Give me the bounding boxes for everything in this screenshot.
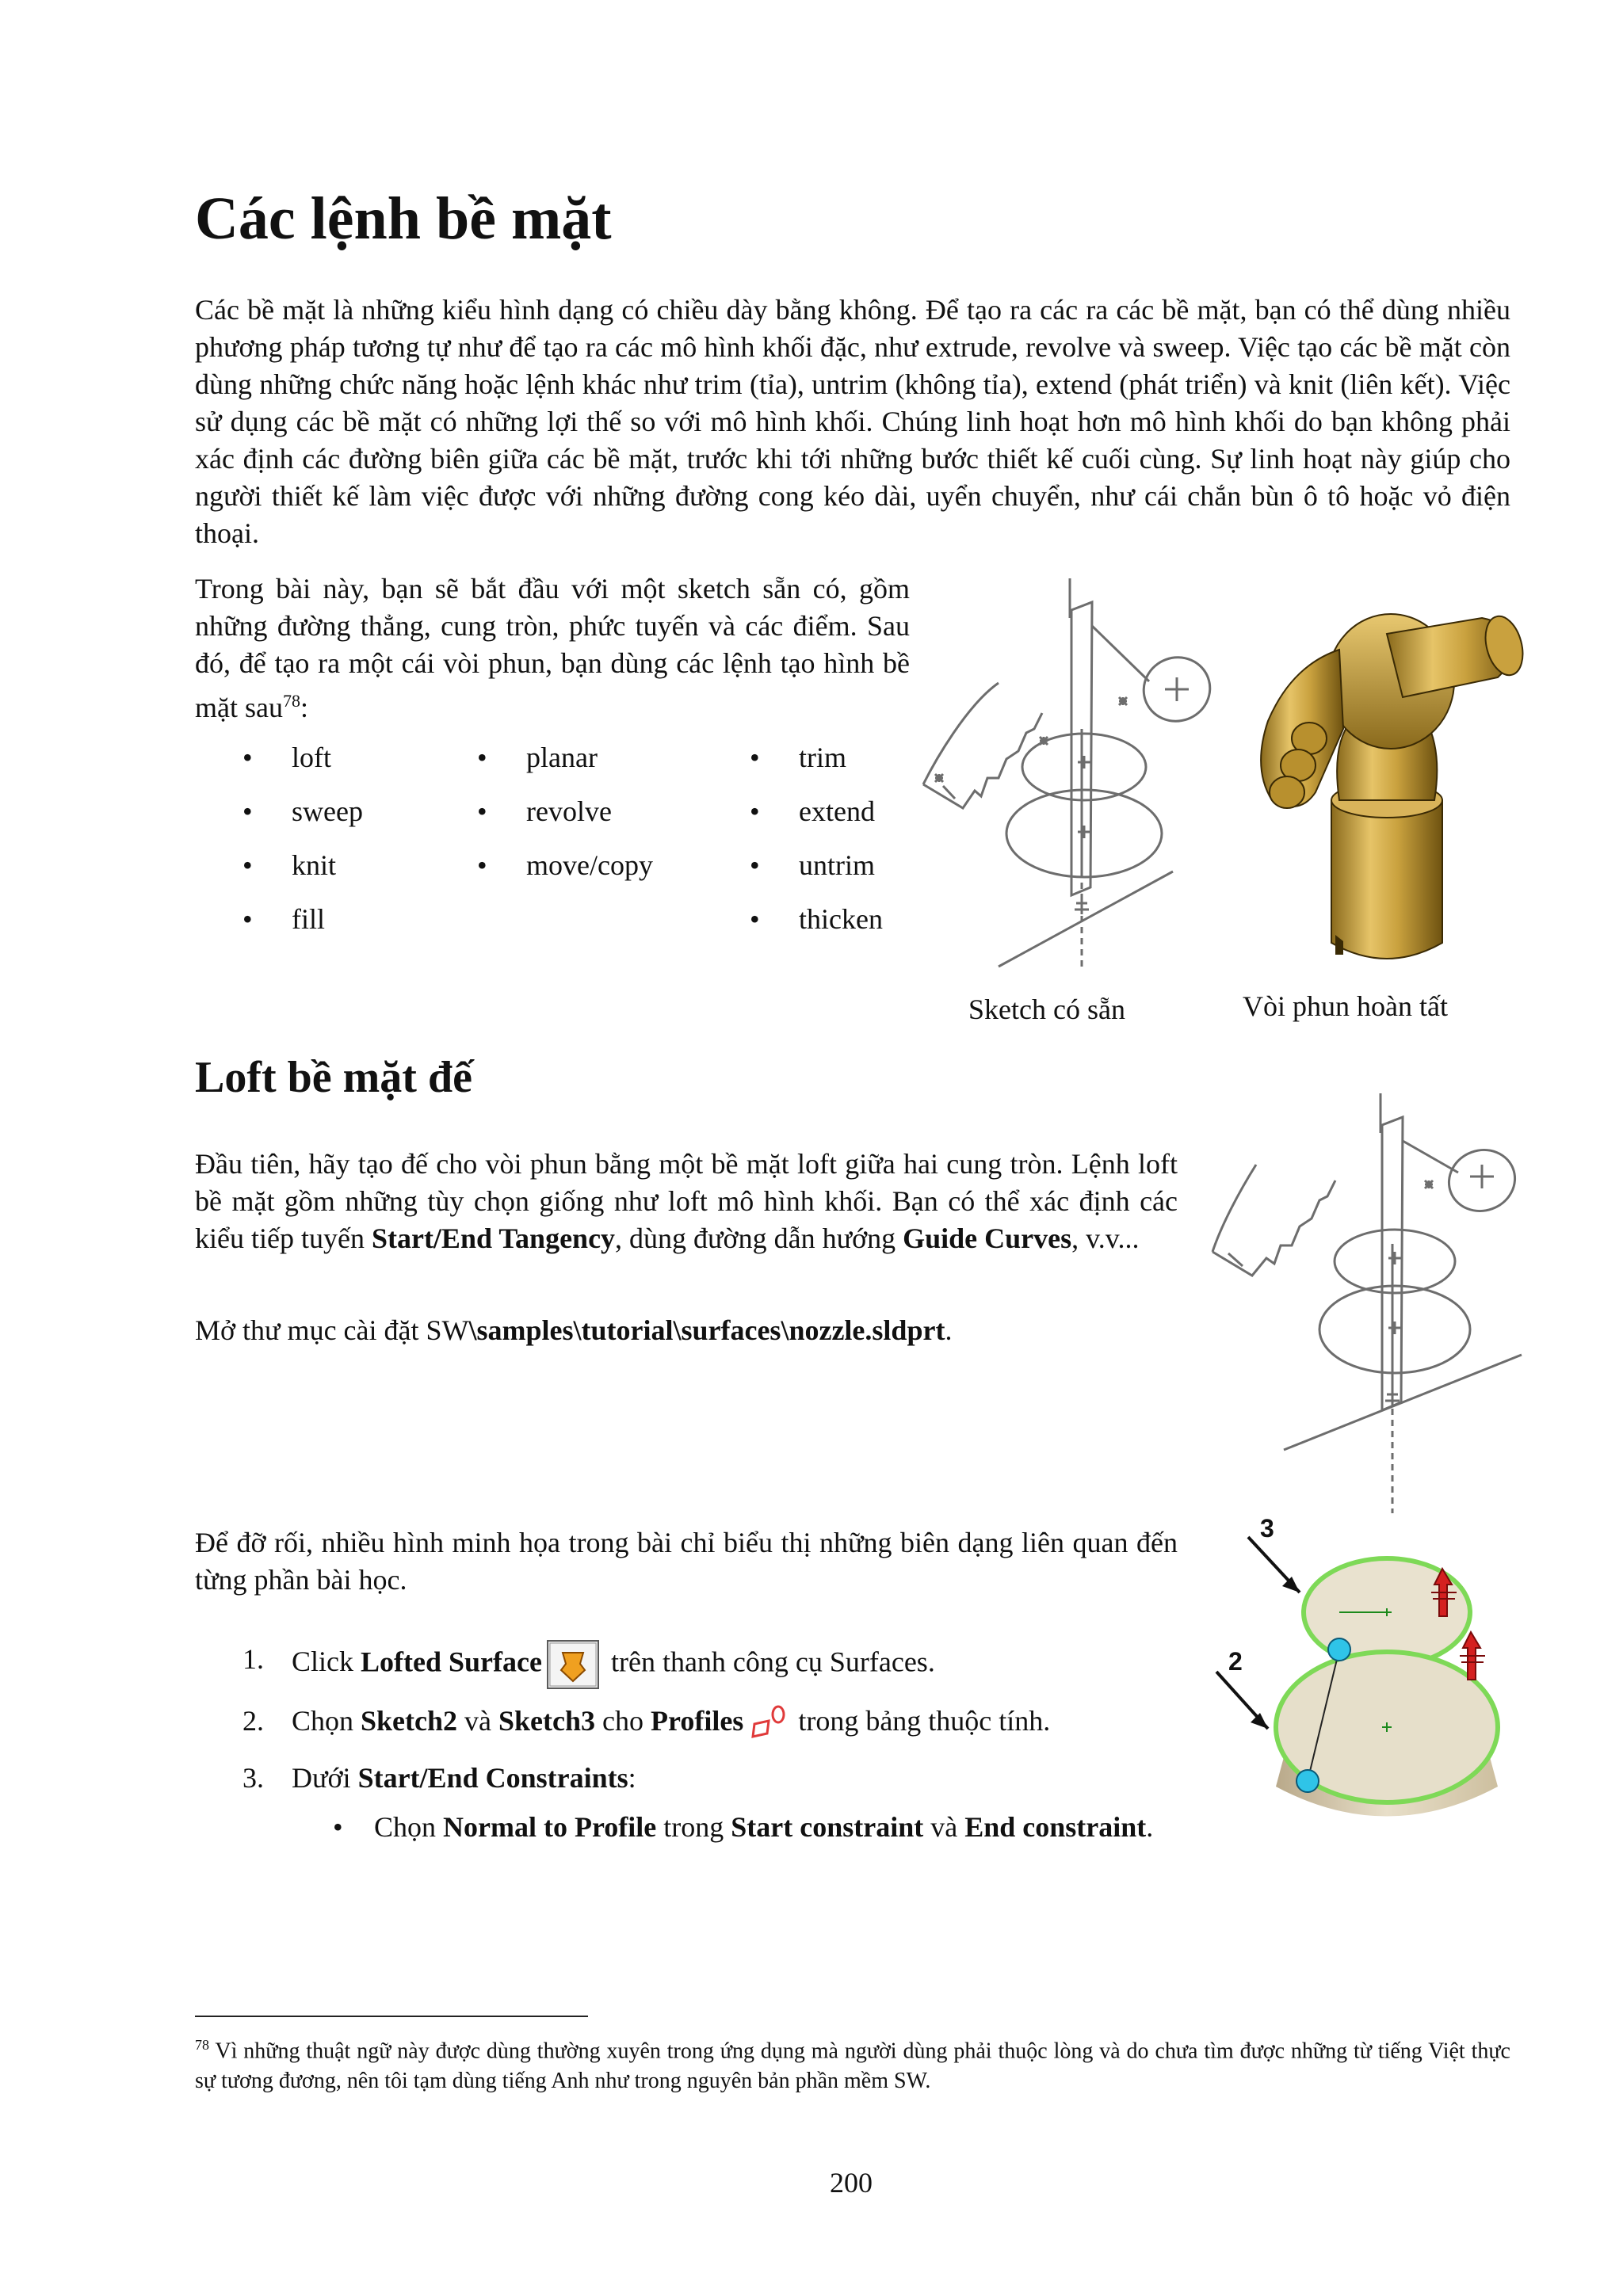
list-item: • move/copy	[477, 849, 653, 881]
list-item: • knit	[242, 849, 337, 881]
section-heading: Loft bề mặt đế	[195, 1053, 472, 1102]
lesson-tail: :	[300, 692, 308, 723]
bullet-icon: •	[750, 742, 760, 773]
lofted-surface-icon[interactable]	[547, 1640, 599, 1689]
bullet-icon: •	[477, 742, 487, 773]
footnote-ref: 78	[282, 691, 300, 711]
bullet-icon: •	[333, 1811, 343, 1843]
guide-curves-term: Guide Curves	[903, 1222, 1072, 1254]
sketch-figure	[888, 570, 1205, 982]
list-item: 1. Click Lofted Surface trên thanh công cụ Surfaces.	[242, 1640, 1193, 1689]
footnote-divider	[195, 2016, 588, 2017]
page-title: Các lệnh bề mặt	[195, 185, 612, 252]
bullet-icon: •	[750, 903, 760, 935]
sketch-caption: Sketch có sẵn	[968, 994, 1125, 1025]
bullet-icon: •	[477, 795, 487, 827]
lesson-text: Trong bài này, bạn sẽ bắt đầu với một sketch sẵn có, gồm những đường thẳng, cung tròn, phức tuyến và các điểm. Sau đó, để tạo ra một cái vòi phun, bạn dùng các lệnh tạo hình bề mặt sau	[195, 573, 910, 723]
list-item: • sweep	[242, 795, 363, 827]
file-path: \samples\tutorial\surfaces\nozzle.sldprt	[468, 1314, 945, 1346]
file-path-paragraph: Mở thư mục cài đặt SW\samples\tutorial\surfaces\nozzle.sldprt.	[195, 1314, 953, 1346]
nozzle-figure	[1205, 563, 1537, 982]
nozzle-caption: Vòi phun hoàn tất	[1243, 990, 1448, 1022]
intro-paragraph: Các bề mặt là những kiểu hình dạng có chiều dày bằng không. Để tạo ra các ra các bề mặt, bạn có thể dùng nhiều phương pháp tương tự như để tạo ra các mô hình khối đặc, như extrude, revolve và sweep. Việc tạo các bề mặt còn dùng những chức năng hoặc lệnh khác như trim (tỉa), untrim (không tỉa), extend (phát triển) và knit (liên kết). Việc sử dụng các bề mặt có những lợi thế so với mô hình khối. Chúng linh hoạt hơn mô hình khối do bạn không phải xác định các đường biên giữa các bề mặt, trước khi tới những bước thiết kế cuối cùng. Sự linh hoạt này giúp cho người thiết kế làm việc được với những đường cong kéo dài, uyển chuyển, như cái chắn bùn ô tô hoặc vỏ điện thoại.	[195, 294, 1510, 549]
bullet-icon: •	[750, 795, 760, 827]
substep-item: • Chọn Normal to Profile trong Start constraint và End constraint.	[333, 1808, 1178, 1846]
page-number: 200	[830, 2167, 873, 2199]
note-paragraph: Để đỡ rối, nhiều hình minh họa trong bài chỉ biểu thị những biên dạng liên quan đến từng phần bài học.	[195, 1527, 1178, 1596]
list-item: 3. Dưới Start/End Constraints:	[242, 1762, 636, 1794]
list-item: 2. Chọn Sketch2 và Sketch3 cho Profiles trong bảng thuộc tính.	[242, 1702, 1193, 1743]
list-item: • loft	[242, 742, 331, 773]
callout-2: 2	[1228, 1647, 1243, 1676]
section-paragraph: Đầu tiên, hãy tạo đế cho vòi phun bằng một bề mặt loft giữa hai cung tròn. Lệnh loft bề mặt gồm những tùy chọn giống như loft mô hình khối. Bạn có thể xác định các kiểu tiếp tuyến Start/End Tangency, dùng đường dẫn hướng Guide Curves, v.v...	[195, 1148, 1178, 1254]
footnote	[195, 2030, 1510, 2096]
list-item: • untrim	[750, 849, 875, 881]
bullet-icon: •	[242, 849, 253, 881]
list-item: • planar	[477, 742, 598, 773]
bullet-icon: •	[242, 903, 253, 935]
callout-3: 3	[1260, 1514, 1274, 1543]
footnote-number: 78	[195, 2037, 209, 2053]
sketch-figure-2	[1205, 1085, 1537, 1513]
loft-surface-figure	[1205, 1513, 1522, 1822]
list-item: • thicken	[750, 903, 883, 935]
bullet-icon: •	[477, 849, 487, 881]
lesson-paragraph	[195, 570, 910, 727]
list-item: • trim	[750, 742, 846, 773]
profiles-icon	[747, 1705, 788, 1743]
bullet-icon: •	[242, 795, 253, 827]
list-item: • fill	[242, 903, 325, 935]
footnote-text: Vì những thuật ngữ này được dùng thường xuyên trong ứng dụng mà người dùng phải thuộc lòng và do chưa tìm được những từ tiếng Việt thực sự tương đương, nên tôi tạm dùng tiếng Anh như trong nguyên bản phần mềm SW.	[195, 2039, 1510, 2094]
list-item: • extend	[750, 795, 875, 827]
list-item: • revolve	[477, 795, 612, 827]
bullet-icon: •	[750, 849, 760, 881]
start-end-tangency-term: Start/End Tangency	[371, 1222, 616, 1254]
bullet-icon: •	[242, 742, 253, 773]
